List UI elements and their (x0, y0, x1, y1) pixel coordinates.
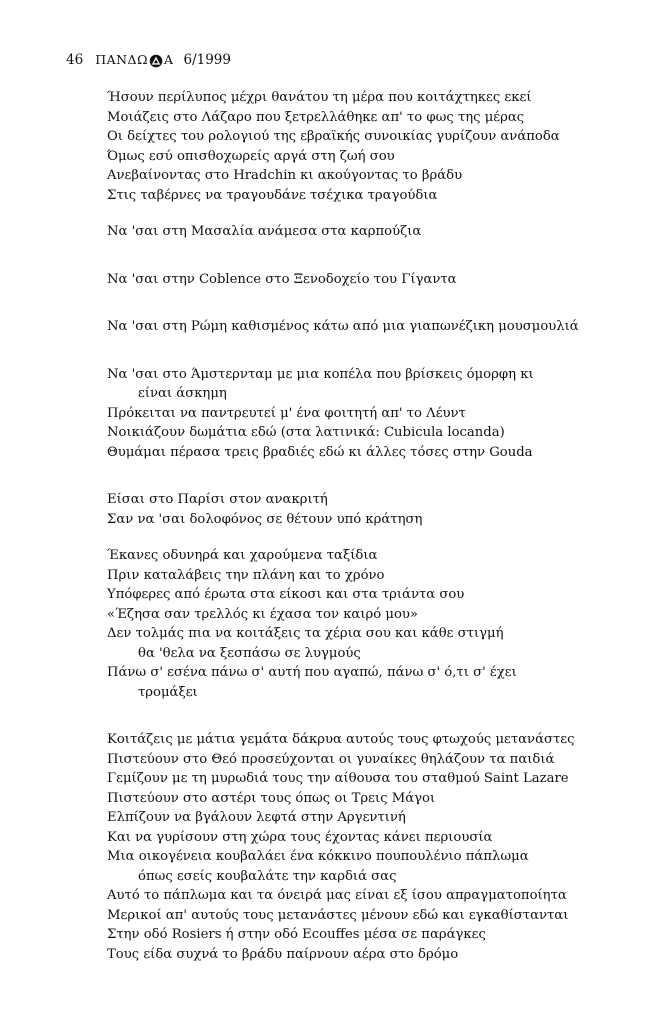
poem-line: Μια οικογένεια κουβαλάει ένα κόκκινο πουπουλένιο πάπλωμα (107, 849, 529, 864)
journal-title-left: ΠΑΝΔΩ (95, 52, 148, 68)
poem-line: Πριν καταλάβεις την πλάνη και το χρόνο (107, 567, 385, 583)
stanza (107, 490, 647, 529)
journal-title-right: Α (163, 52, 174, 68)
stanza (107, 88, 647, 205)
stanza (107, 546, 647, 702)
poem-line: Και να γυρίσουν στη χώρα τους έχοντας κάνει περιουσία (107, 829, 493, 845)
stanza (107, 365, 647, 463)
stanza (107, 222, 647, 242)
poem-line: Να 'σαι στη Μασαλία ανάμεσα στα καρπούζια (107, 224, 422, 239)
page-header (66, 52, 231, 68)
stanza (107, 317, 647, 337)
poem-line: Γεμίζουν με τη μυρωδιά τους την αίθουσα του σταθμού Saint Lazare (107, 771, 569, 786)
journal-logo-icon (149, 54, 163, 68)
poem-line: Οι δείχτες του ρολογιού της εβραϊκής συνοικίας γυρίζουν ανάποδα (107, 129, 560, 144)
poem-line: τρομάξει (138, 684, 198, 700)
poem-line: Είσαι στο Παρίσι στον ανακριτή (107, 492, 328, 507)
poem-line: «Έζησα σαν τρελλός κι έχασα τον καιρό μου» (107, 606, 418, 622)
poem-line: Αυτό το πάπλωμα και τα όνειρά μας είναι εξ ίσου απραγματοποίητα (107, 888, 567, 903)
poem-line: Πάνω σ' εσένα πάνω σ' αυτή που αγαπώ, πάνω σ' ό,τι σ' έχει (107, 665, 517, 680)
poem-line: όπως εσείς κουβαλάτε την καρδιά σας (138, 868, 397, 884)
poem-line: Πιστεύουν στο αστέρι τους όπως οι Τρεις Μάγοι (107, 790, 436, 806)
stanza (107, 730, 647, 964)
poem-line: Ήσουν περίλυπος μέχρι θανάτου τη μέρα που κοιτάχτηκες εκεί (107, 90, 532, 105)
poem-line: Να 'σαι στην Coblence στο Ξενοδοχείο του Γίγαντα (107, 271, 457, 287)
issue-number: 6/1999 (183, 52, 231, 68)
stanza (107, 270, 647, 290)
poem-line: Ελπίζουν να βγάλουν λεφτά στην Αργεντινή (107, 810, 406, 825)
poem-line: Πρόκειται να παντρευτεί μ' ένα φοιτητή απ' το Λέυντ (107, 405, 466, 421)
poem-line: Στην οδό Rosiers ή στην οδό Ecouffes μέσα σε παράγκες (107, 927, 486, 942)
poem-line: Κοιτάζεις με μάτια γεμάτα δάκρυα αυτούς τους φτωχούς μετανάστες (107, 732, 575, 747)
poem-line: Όμως εσύ οπισθοχωρείς αργά στη ζωή σου (107, 148, 395, 164)
poem-line: Ανεβαίνοντας στο Hradchin κι ακούγοντας το βράδυ (107, 168, 463, 183)
poem-line: Έκανες οδυνηρά και χαρούμενα ταξίδια (107, 548, 378, 563)
poem-line: Θυμάμαι πέρασα τρεις βραδιές εδώ κι άλλες τόσες στην Gouda (107, 444, 533, 460)
poem-line: είναι άσκημη (138, 386, 227, 401)
poem-line: Σαν να 'σαι δολοφόνος σε θέτουν υπό κράτηση (107, 511, 423, 527)
poem-line: Να 'σαι στη Ρώμη καθισμένος κάτω από μια γιαπωνέζικη μουσμουλιά (107, 319, 579, 334)
poem-line: Μοιάζεις στο Λάζαρο που ξετρελλάθηκε απ' το φως της μέρας (107, 109, 525, 125)
page-number: 46 (66, 52, 84, 68)
poem-line: Μερικοί απ' αυτούς τους μετανάστες μένουν εδώ και εγκαθίστανται (107, 907, 569, 923)
poem-line: θα 'θελα να ξεσπάσω σε λυγμούς (138, 645, 361, 661)
poem-line: Πιστεύουν στο Θεό προσεύχονται οι γυναίκες θηλάζουν τα παιδιά (107, 751, 555, 767)
poem-line: Στις ταβέρνες να τραγουδάνε τσέχικα τραγούδια (107, 187, 438, 203)
poem-line: Δεν τολμάς πια να κοιτάξεις τα χέρια σου και κάθε στιγμή (107, 626, 504, 641)
poem-line: Νοικιάζουν δωμάτια εδώ (στα λατινικά: Cubicula locanda) (107, 425, 505, 440)
journal-title (95, 52, 173, 68)
poem-line: Να 'σαι στο Άμστερνταμ με μια κοπέλα που βρίσκεις όμορφη κι (107, 366, 534, 382)
poem-body (107, 88, 647, 964)
poem-line: Υπόφερες από έρωτα στα είκοσι και στα τριάντα σου (107, 587, 465, 602)
poem-line: Τους είδα συχνά το βράδυ παίρνουν αέρα στο δρόμο (107, 946, 459, 962)
